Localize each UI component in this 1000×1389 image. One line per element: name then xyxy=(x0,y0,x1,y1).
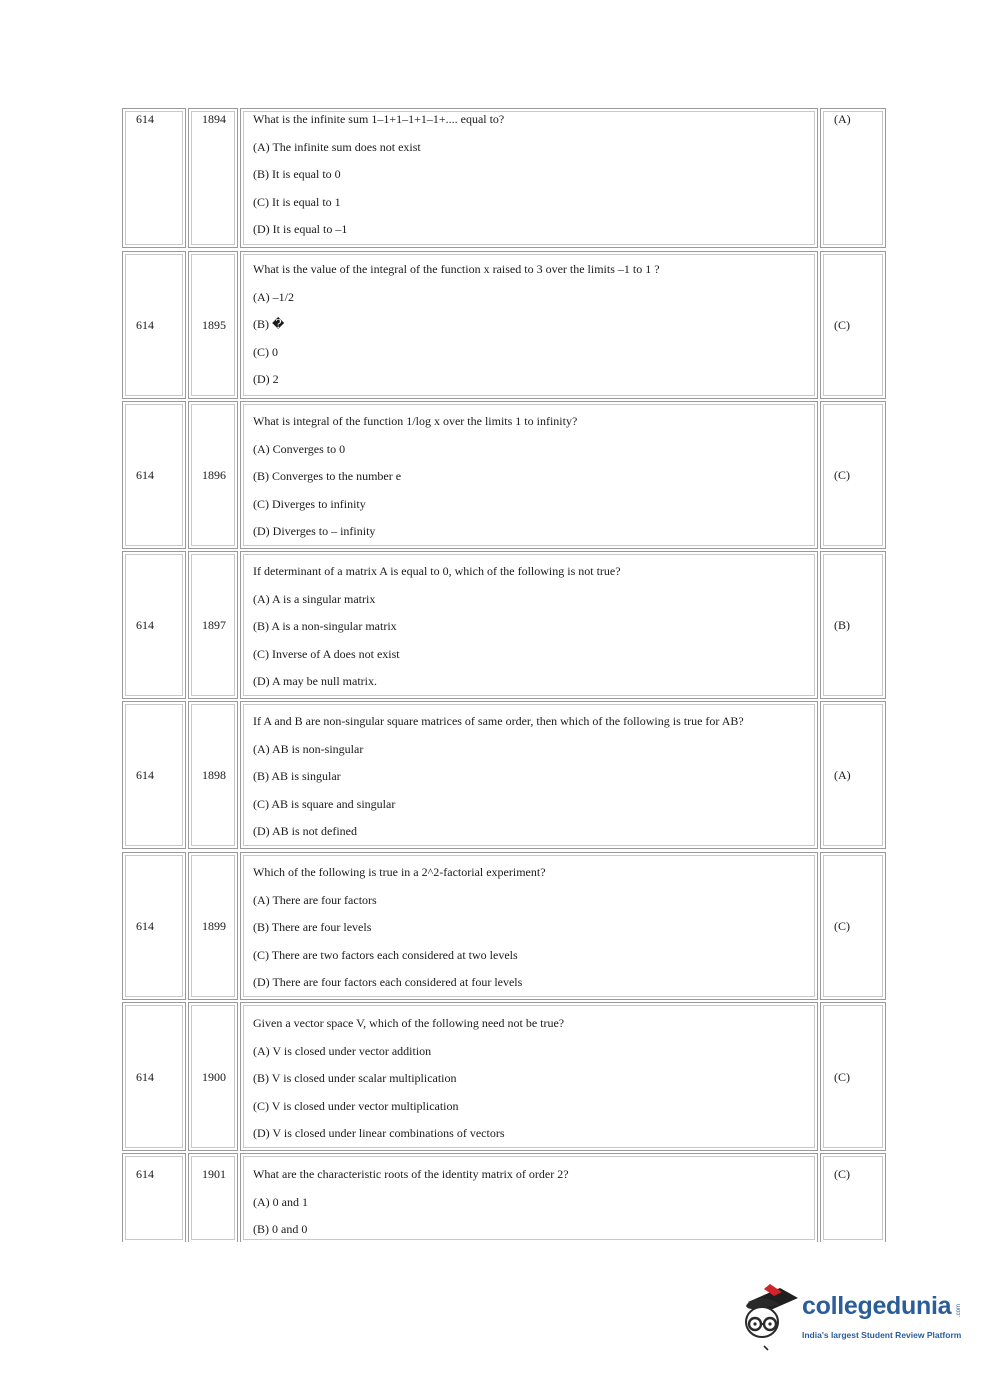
brand-name: collegedunia xyxy=(802,1292,952,1320)
question-cell xyxy=(240,1002,818,1151)
paper-code: 614 xyxy=(136,318,154,332)
option-d: (D) V is closed under linear combinations of vectors xyxy=(253,1126,505,1141)
question-number-cell xyxy=(188,251,238,399)
option-a: (A) There are four factors xyxy=(253,892,377,907)
question-text: Which of the following is true in a 2^2-factorial experiment? xyxy=(253,865,546,879)
option-c: (C) V is closed under vector multiplication xyxy=(253,1098,459,1113)
option-c: (C) AB is square and singular xyxy=(253,796,396,811)
question-text: What is the value of the integral of the function x raised to 3 over the limits –1 to 1 ? xyxy=(253,262,660,276)
question-number: 1896 xyxy=(202,468,226,482)
brand-tagline: India's largest Student Review Platform xyxy=(802,1330,962,1340)
question-text: If A and B are non-singular square matrices of same order, then which of the following is true for AB? xyxy=(253,714,744,728)
option-a: (A) The infinite sum does not exist xyxy=(253,139,421,154)
question-text: Given a vector space V, which of the following need not be true? xyxy=(253,1016,565,1030)
option-a: (A) –1/2 xyxy=(253,289,294,304)
question-cell xyxy=(240,108,818,248)
brand-domain: .com xyxy=(956,1304,962,1318)
mascot-icon xyxy=(740,1282,800,1360)
paper-code: 614 xyxy=(136,468,154,482)
option-d: (D) 2 xyxy=(253,372,279,387)
paper-code-cell xyxy=(122,108,186,248)
question-text: What is integral of the function 1/log x over the limits 1 to infinity? xyxy=(253,414,578,428)
paper-code: 614 xyxy=(136,919,154,933)
paper-code-cell xyxy=(122,251,186,399)
paper-code-cell xyxy=(122,551,186,699)
question-number-cell xyxy=(188,852,238,1000)
question-cell xyxy=(240,551,818,699)
answer: (C) xyxy=(834,1167,850,1181)
answer: (C) xyxy=(834,919,850,933)
question-number: 1898 xyxy=(202,768,226,782)
option-b: (B) � xyxy=(253,317,285,332)
option-a: (A) AB is non-singular xyxy=(253,741,364,756)
question-cell xyxy=(240,852,818,1000)
question-cell xyxy=(240,1153,818,1242)
table-row xyxy=(122,701,886,849)
option-a: (A) Converges to 0 xyxy=(253,441,346,456)
option-b: (B) A is a non-singular matrix xyxy=(253,619,397,634)
question-number-cell xyxy=(188,701,238,849)
table-row xyxy=(122,1153,886,1242)
question-number: 1901 xyxy=(202,1167,226,1181)
question-number: 1899 xyxy=(202,919,226,933)
answer-cell xyxy=(820,251,886,399)
paper-code-cell xyxy=(122,1002,186,1151)
paper-code-cell xyxy=(122,852,186,1000)
answer-cell xyxy=(820,852,886,1000)
question-cell xyxy=(240,401,818,549)
option-d: (D) A may be null matrix. xyxy=(253,674,377,689)
question-text: What are the characteristic roots of the identity matrix of order 2? xyxy=(253,1167,569,1181)
option-d: (D) Diverges to – infinity xyxy=(253,524,376,539)
table-row xyxy=(122,1002,886,1151)
answer: (C) xyxy=(834,1069,850,1084)
paper-code-cell xyxy=(122,401,186,549)
question-number: 1900 xyxy=(202,1069,226,1084)
paper-code: 614 xyxy=(136,112,154,126)
option-b: (B) V is closed under scalar multiplication xyxy=(253,1071,457,1086)
option-d: (D) There are four factors each considered at four levels xyxy=(253,975,523,990)
option-a: (A) V is closed under vector addition xyxy=(253,1043,432,1058)
paper-code: 614 xyxy=(136,618,154,632)
paper-code-cell xyxy=(122,1153,186,1242)
answer: (C) xyxy=(834,318,850,332)
answer: (A) xyxy=(834,112,851,126)
table-row xyxy=(122,551,886,699)
answer-cell xyxy=(820,701,886,849)
option-b: (B) Converges to the number e xyxy=(253,469,402,484)
paper-code: 614 xyxy=(136,1069,154,1084)
table-row xyxy=(122,251,886,399)
option-a: (A) 0 and 1 xyxy=(253,1194,308,1209)
answer-cell xyxy=(820,551,886,699)
table-row xyxy=(122,108,886,248)
answer-cell xyxy=(820,401,886,549)
option-c: (C) Inverse of A does not exist xyxy=(253,646,400,661)
option-d: (D) AB is not defined xyxy=(253,824,357,839)
question-cell xyxy=(240,701,818,849)
table-row xyxy=(122,401,886,549)
question-text: What is the infinite sum 1–1+1–1+1–1+.... equal to? xyxy=(253,112,505,126)
option-a: (A) A is a singular matrix xyxy=(253,591,376,606)
option-b: (B) 0 and 0 xyxy=(253,1222,308,1237)
option-b: (B) There are four levels xyxy=(253,920,372,935)
option-c: (C) 0 xyxy=(253,344,278,359)
question-number: 1894 xyxy=(202,112,226,126)
answer-cell xyxy=(820,1153,886,1242)
option-b: (B) It is equal to 0 xyxy=(253,167,341,182)
option-c: (C) It is equal to 1 xyxy=(253,194,341,209)
answer: (B) xyxy=(834,618,850,632)
paper-code: 614 xyxy=(136,1167,154,1181)
paper-code: 614 xyxy=(136,768,154,782)
question-text: If determinant of a matrix A is equal to 0, which of the following is not true? xyxy=(253,564,621,578)
question-table xyxy=(122,108,886,1242)
question-number-cell xyxy=(188,401,238,549)
paper-code-cell xyxy=(122,701,186,849)
option-d: (D) It is equal to –1 xyxy=(253,222,348,237)
question-number-cell xyxy=(188,1153,238,1242)
option-b: (B) AB is singular xyxy=(253,769,341,784)
question-number-cell xyxy=(188,551,238,699)
answer: (C) xyxy=(834,468,850,482)
question-number-cell xyxy=(188,108,238,248)
collegedunia-logo xyxy=(740,1282,970,1360)
question-number: 1895 xyxy=(202,318,226,332)
answer: (A) xyxy=(834,768,851,782)
option-c: (C) Diverges to infinity xyxy=(253,496,366,511)
answer-cell xyxy=(820,108,886,248)
option-c: (C) There are two factors each considered at two levels xyxy=(253,947,518,962)
table-row xyxy=(122,852,886,1000)
question-cell xyxy=(240,251,818,399)
question-number-cell xyxy=(188,1002,238,1151)
question-number: 1897 xyxy=(202,618,226,632)
answer-cell xyxy=(820,1002,886,1151)
